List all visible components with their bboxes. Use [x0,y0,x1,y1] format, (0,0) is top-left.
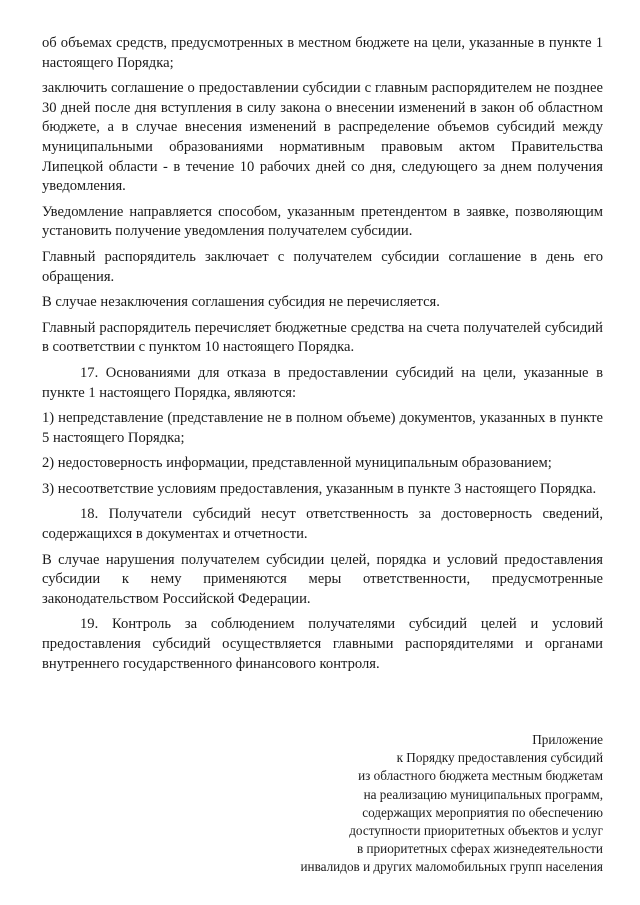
annex-line: инвалидов и других маломобильных групп населения [300,859,603,875]
paragraph-refusal-3: 3) несоответствие условиям предоставления, указанным в пункте 3 настоящего Порядка. [42,480,597,497]
annex-line: Приложение [532,732,603,747]
annex-heading [243,731,603,877]
paragraph-item-19: 19. Контроль за соблюдением получателями субсидий целей и условий предоставления субсидий осуществляется главными распорядителями и органами внутреннего государственного финансового контроля. [42,616,603,672]
paragraph-agreement-day: Главный распорядитель заключает с получателем субсидии соглашение в день его обращения. [42,248,603,285]
annex-line: на реализацию муниципальных программ, [363,786,603,802]
paragraph-budget-volumes: об объемах средств, предусмотренных в местном бюджете на цели, указанные в пункте 1 настоящего Порядка; [42,35,603,71]
paragraph-refusal-2: 2) недостоверность информации, представленной муниципальным образованием; [42,455,552,472]
paragraph-violation-liability: В случае нарушения получателем субсидии целей, порядка и условий предоставления субсидии к нему применяются меры ответственности, предусмотренные законодательством Российской Федерации. [42,551,603,607]
paragraph-item-18: 18. Получатели субсидий несут ответственность за достоверность сведений, содержащихся в документах и отчетности. [42,506,603,543]
paragraph-refusal-1: 1) непредставление (представление не в полном объеме) документов, указанных в пункте 5 настоящего Порядка; [42,410,603,446]
document-body [42,34,603,680]
annex-line: к Порядку предоставления субсидий [396,750,603,766]
annex-line: доступности приоритетных объектов и услуг [349,823,603,839]
annex-line: содержащих мероприятия по обеспечению [362,804,603,820]
paragraph-funds-transfer: Главный распорядитель перечисляет бюджетные средства на счета получателей субсидий в соответствии с пунктом 10 настоящего Порядка. [42,319,603,356]
annex-line: в приоритетных сферах жизнедеятельности [356,841,603,857]
paragraph-item-17: 17. Основаниями для отказа в предоставлении субсидий на цели, указанные в пункте 1 настоящего Порядка, являются: [42,364,603,401]
paragraph-no-agreement: В случае незаключения соглашения субсидия не перечисляется. [42,294,440,311]
paragraph-conclude-agreement: заключить соглашение о предоставлении субсидии с главным распорядителем не позднее 30 дней после дня вступления в силу закона о внесении изменений в закон об областном бюджете, а в случае внесения изменений в распределение объемов субсидий между муниципальными образованиями нормативным правовым актом Правительства Липецкой области - в течение 10 рабочих дней со дня, следующего за днем получения уведомления. [42,80,603,195]
paragraph-notification-method: Уведомление направляется способом, указанным претендентом в заявке, позволяющим установить получение уведомления получателем субсидии. [42,203,603,240]
annex-line: из областного бюджета местным бюджетам [358,768,603,784]
